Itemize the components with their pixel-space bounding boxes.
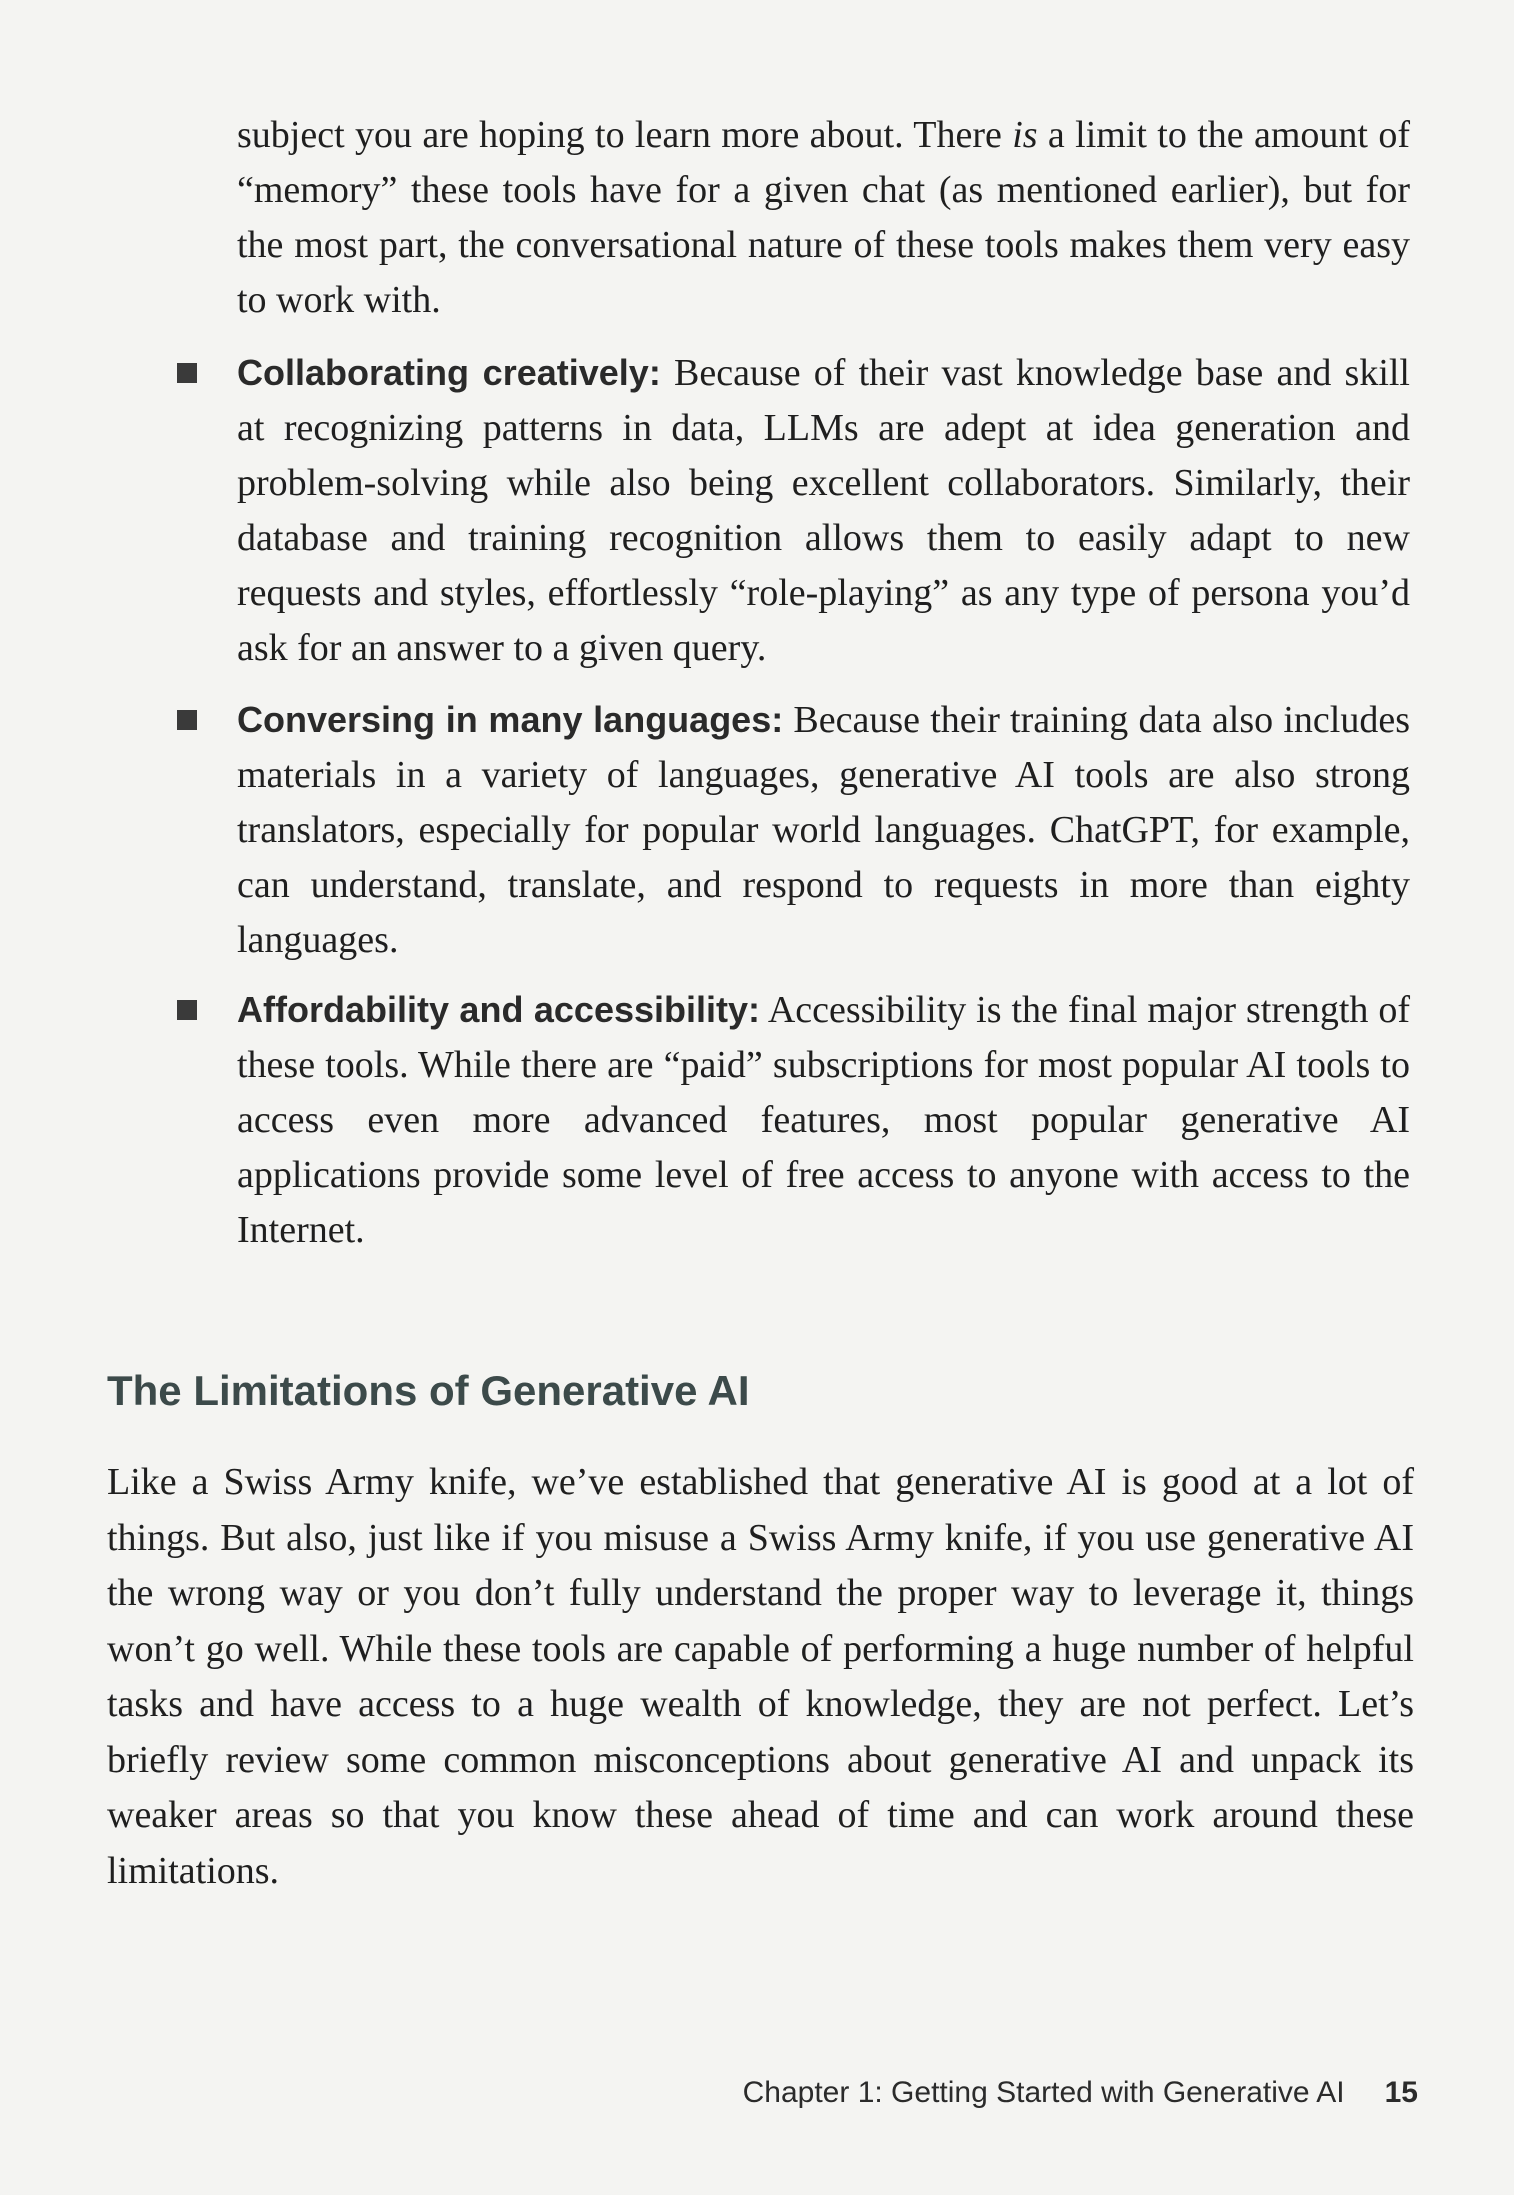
square-bullet-icon (177, 363, 197, 383)
bullet-item-collaborating-creatively (237, 345, 1410, 676)
bullet-text: Because of their vast knowledge base and skill at recognizing patterns in data, LLMs are adept at idea generation and problem-solving while also being excellent collaborators. Similarly, their database and training recognition allows them to easily adapt to new requests and styles, effortlessly “role-playing” as any type of persona you’d ask for an answer to a given query. (237, 352, 1410, 669)
bullet-item-affordability-accessibility (237, 982, 1410, 1258)
section-paragraph: Like a Swiss Army knife, we’ve established that generative AI is good at a lot of things. But also, just like if you misuse a Swiss Army knife, if you use generative AI the wrong way or you don’t fully understand the proper way to leverage it, things won’t go well. While these tools are capable of performing a huge number of helpful tasks and have access to a huge wealth of knowledge, they are not perfect. Let’s briefly review some common misconceptions about generative AI and unpack its weaker areas so that you know these ahead of time and can work around these limitations. (107, 1461, 1414, 1892)
bullet-text: Accessibility is the final major strength of these tools. While there are “paid” subscriptions for most popular AI tools to access even more advanced features, most popular generative AI applications provide some level of free access to anyone with access to the Internet. (237, 989, 1410, 1251)
continuation-lead: subject you are hoping to learn more about. There (237, 114, 1013, 156)
bullet-term: Collaborating creatively: (237, 352, 661, 393)
page-footer (0, 2071, 1418, 2115)
bullet-term: Conversing in many languages: (237, 699, 784, 740)
continuation-paragraph (237, 108, 1410, 328)
continuation-emphasis: is (1012, 114, 1038, 156)
bullet-text: Because their training data also includes materials in a variety of languages, generative AI tools are also strong translators, especially for popular world languages. ChatGPT, for example, can understand, translate, and respond to requests in more than eighty languages. (237, 699, 1410, 961)
square-bullet-icon (177, 710, 197, 730)
continuation-rest: a limit to the amount of “memory” these tools have for a given chat (as mentioned earlier), but for the most part, the conversational nature of these tools makes them very easy to work with. (237, 114, 1410, 321)
bullet-item-conversing-languages (237, 692, 1410, 968)
square-bullet-icon (177, 1000, 197, 1020)
bullet-term: Affordability and accessibility: (237, 989, 760, 1030)
page-number: 15 (1384, 2076, 1418, 2109)
running-footer-chapter: Chapter 1: Getting Started with Generative AI (742, 2076, 1345, 2109)
section-heading: The Limitations of Generative AI (107, 1367, 750, 1414)
